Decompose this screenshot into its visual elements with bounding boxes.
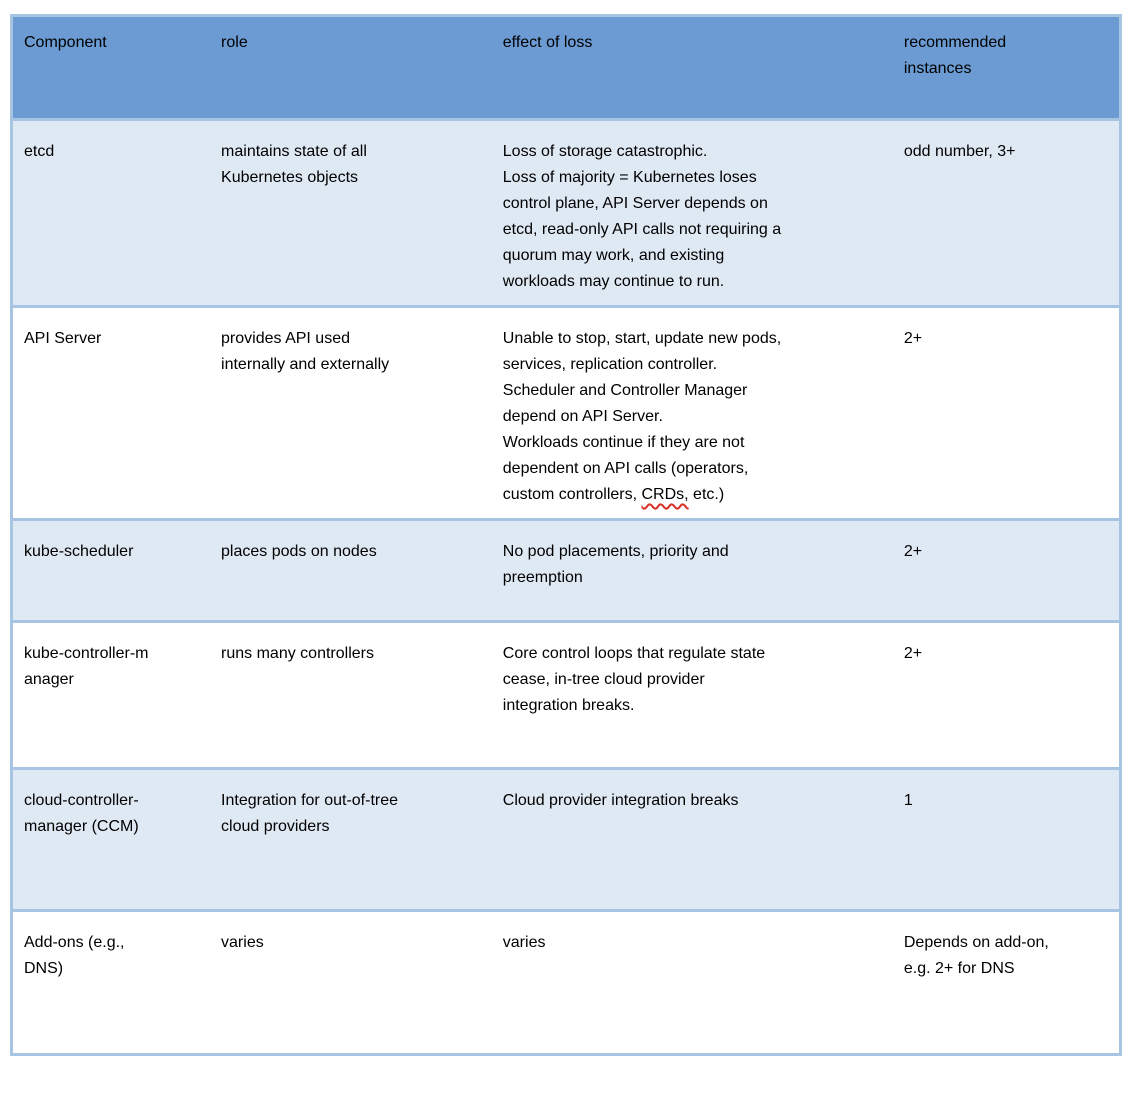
cell-api-server-effect bbox=[492, 307, 893, 520]
table-row-add-ons bbox=[12, 911, 1121, 1055]
text-line: etcd, read-only API calls not requiring a bbox=[502, 221, 782, 238]
text-line: cloud-controller- bbox=[24, 792, 139, 809]
text-segment: custom controllers, bbox=[502, 486, 642, 503]
cell-kube-controller-manager-role bbox=[210, 622, 492, 769]
text-line: preemption bbox=[502, 569, 583, 586]
cell-etcd-effect bbox=[492, 120, 893, 307]
text-line: No pod placements, priority and bbox=[502, 543, 729, 560]
cell-add-ons-instances bbox=[893, 911, 1121, 1055]
text-line: varies bbox=[502, 934, 546, 951]
cell-etcd-instances bbox=[893, 120, 1121, 307]
text-line: Loss of majority = Kubernetes loses bbox=[502, 169, 757, 186]
text-line: depend on API Server. bbox=[502, 408, 663, 425]
component-failure-table bbox=[10, 14, 1122, 1056]
table-container bbox=[10, 14, 1134, 1056]
header-row bbox=[12, 16, 1121, 120]
text-line: recommended bbox=[903, 34, 1007, 51]
text-line: cease, in-tree cloud provider bbox=[502, 671, 705, 688]
text-line-with-spellcheck bbox=[503, 482, 882, 508]
text-line: dependent on API calls (operators, bbox=[502, 460, 749, 477]
cell-kube-controller-manager-instances bbox=[893, 622, 1121, 769]
text-line: integration breaks. bbox=[502, 697, 635, 714]
cell-api-server-instances bbox=[893, 307, 1121, 520]
text-line: services, replication controller. bbox=[502, 356, 718, 373]
col-header-role bbox=[210, 16, 492, 120]
text-line: manager (CCM) bbox=[24, 818, 139, 835]
cell-kube-controller-manager-component bbox=[12, 622, 211, 769]
text-line: Add-ons (e.g., bbox=[24, 934, 125, 951]
text-line: Workloads continue if they are not bbox=[502, 434, 745, 451]
text-line: e.g. 2+ for DNS bbox=[903, 960, 1015, 977]
text-line: provides API used bbox=[221, 330, 350, 347]
text-line: quorum may work, and existing bbox=[502, 247, 725, 264]
text-line: places pods on nodes bbox=[221, 543, 377, 560]
cell-kube-scheduler-component bbox=[12, 520, 211, 622]
cell-etcd-role bbox=[210, 120, 492, 307]
text-segment: etc.) bbox=[688, 486, 725, 503]
text-line: Integration for out-of-tree bbox=[221, 792, 399, 809]
text-line: kube-scheduler bbox=[24, 543, 134, 560]
text-line: 1 bbox=[903, 792, 913, 809]
cell-kube-controller-manager-effect bbox=[492, 622, 893, 769]
text-line: role bbox=[221, 34, 248, 51]
text-line: 2+ bbox=[903, 543, 923, 560]
text-line: Cloud provider integration breaks bbox=[502, 792, 739, 809]
text-line: maintains state of all bbox=[221, 143, 367, 160]
table-row-api-server bbox=[12, 307, 1121, 520]
cell-api-server-role bbox=[210, 307, 492, 520]
cell-add-ons-role bbox=[210, 911, 492, 1055]
text-line: Unable to stop, start, update new pods, bbox=[502, 330, 782, 347]
text-line: etcd bbox=[24, 143, 55, 160]
cell-cloud-controller-manager-instances bbox=[893, 769, 1121, 911]
text-line: cloud providers bbox=[221, 818, 330, 835]
cell-add-ons-component bbox=[12, 911, 211, 1055]
text-line: anager bbox=[24, 671, 74, 688]
spellcheck-underlined-word: CRDs, bbox=[641, 486, 689, 503]
table-row-kube-controller-manager bbox=[12, 622, 1121, 769]
text-line: DNS) bbox=[24, 960, 64, 977]
col-header-component bbox=[12, 16, 211, 120]
cell-add-ons-effect bbox=[492, 911, 893, 1055]
text-line: 2+ bbox=[903, 330, 923, 347]
cell-api-server-component bbox=[12, 307, 211, 520]
text-line: internally and externally bbox=[221, 356, 390, 373]
cell-cloud-controller-manager-component bbox=[12, 769, 211, 911]
cell-cloud-controller-manager-effect bbox=[492, 769, 893, 911]
text-line: control plane, API Server depends on bbox=[502, 195, 768, 212]
text-line: Depends on add-on, bbox=[903, 934, 1049, 951]
col-header-effect-of-loss bbox=[492, 16, 893, 120]
table-row-kube-scheduler bbox=[12, 520, 1121, 622]
text-line: effect of loss bbox=[502, 34, 593, 51]
text-line: Component bbox=[24, 34, 107, 51]
text-line: odd number, 3+ bbox=[903, 143, 1016, 160]
cell-etcd-component bbox=[12, 120, 211, 307]
text-line: instances bbox=[903, 60, 972, 77]
text-line: workloads may continue to run. bbox=[502, 273, 725, 290]
text-line: Kubernetes objects bbox=[221, 169, 359, 186]
text-line: API Server bbox=[24, 330, 102, 347]
text-line: Loss of storage catastrophic. bbox=[502, 143, 708, 160]
cell-kube-scheduler-role bbox=[210, 520, 492, 622]
text-line: varies bbox=[221, 934, 264, 951]
text-line: 2+ bbox=[903, 645, 923, 662]
table-row-etcd bbox=[12, 120, 1121, 307]
table-row-cloud-controller-manager bbox=[12, 769, 1121, 911]
text-line: Scheduler and Controller Manager bbox=[502, 382, 748, 399]
col-header-recommended-instances bbox=[893, 16, 1121, 120]
text-line: kube-controller-m bbox=[24, 645, 149, 662]
text-line: runs many controllers bbox=[221, 645, 374, 662]
cell-kube-scheduler-instances bbox=[893, 520, 1121, 622]
cell-cloud-controller-manager-role bbox=[210, 769, 492, 911]
text-line: Core control loops that regulate state bbox=[502, 645, 766, 662]
cell-kube-scheduler-effect bbox=[492, 520, 893, 622]
